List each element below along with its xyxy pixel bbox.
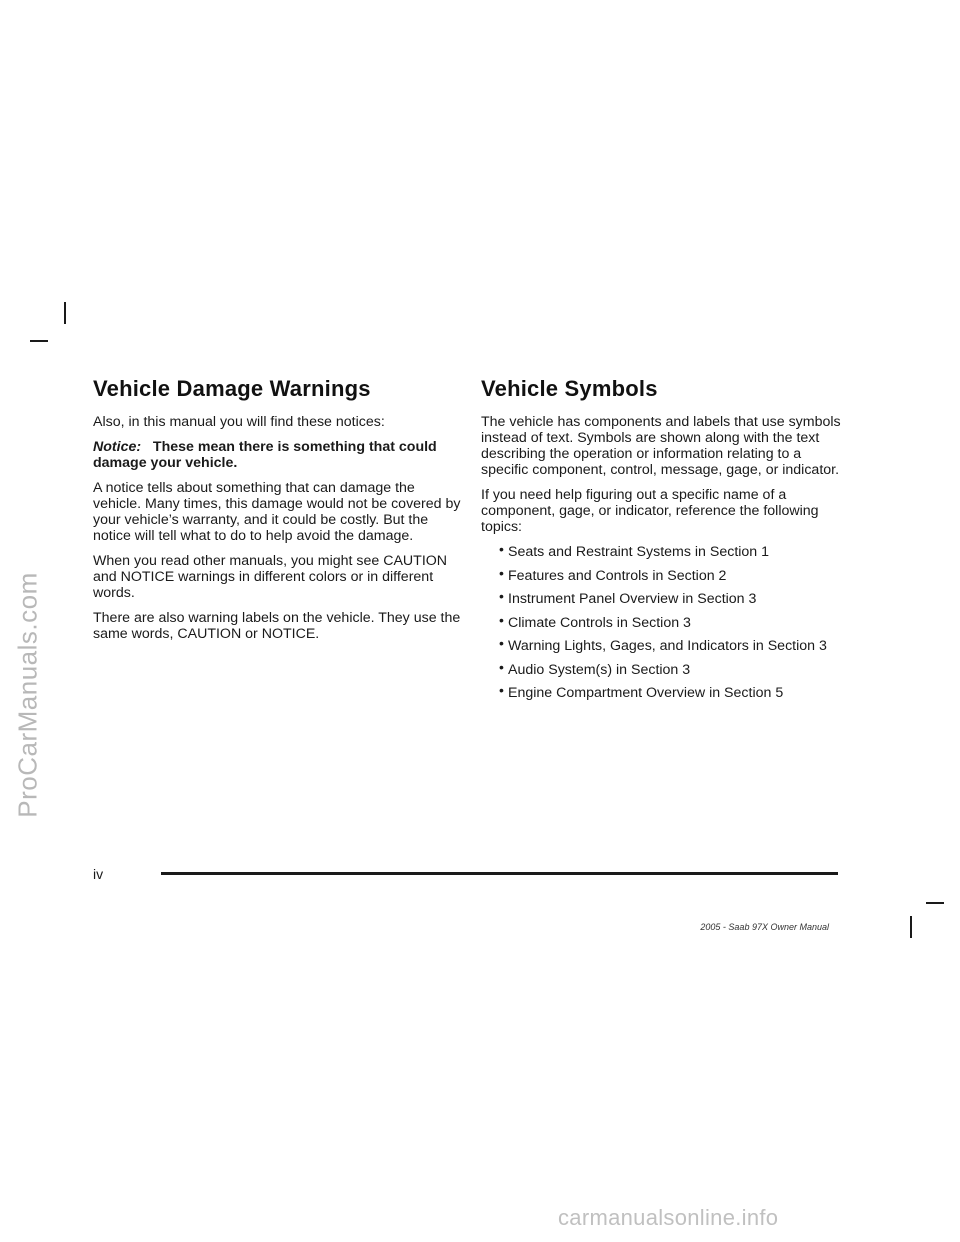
section-heading: Vehicle Damage Warnings	[93, 376, 371, 401]
list-item-text: Climate Controls in Section 3	[508, 614, 691, 631]
list-item	[499, 588, 851, 607]
vehicle-symbols-section	[481, 376, 851, 709]
list-item	[499, 658, 851, 678]
list-item	[499, 682, 851, 701]
side-watermark-text: ProCarManuals.com	[12, 572, 43, 818]
list-item	[499, 564, 851, 584]
crop-mark-horizontal-bottom	[926, 902, 944, 904]
list-item	[499, 611, 851, 631]
list-item-text: Instrument Panel Overview in Section 3	[508, 591, 757, 607]
bullet-icon: •	[499, 564, 504, 581]
list-item-text: Features and Controls in Section 2	[508, 567, 727, 584]
body-paragraph: If you need help figuring out a specific name of a component, gage, or indicator, reference the following topics:	[481, 487, 819, 535]
crop-mark-vertical-bottom	[910, 916, 912, 938]
topic-list	[481, 541, 851, 701]
bullet-icon: •	[499, 635, 504, 651]
list-item-text: Audio System(s) in Section 3	[508, 661, 691, 678]
bullet-icon: •	[499, 682, 504, 698]
bullet-icon: •	[499, 541, 504, 557]
notice-paragraph	[93, 439, 463, 471]
notice-label: Notice:	[93, 439, 142, 455]
manual-title: 2005 - Saab 97X Owner Manual	[700, 922, 829, 932]
body-paragraph: The vehicle has components and labels that use symbols instead of text. Symbols are shown along with the text describing the operation or information relating to a specific component, control, message, gage, or indicator.	[481, 414, 841, 478]
bullet-icon: •	[499, 658, 504, 675]
crop-mark-horizontal-top	[30, 340, 48, 342]
list-item	[499, 541, 851, 560]
body-paragraph: When you read other manuals, you might see CAUTION and NOTICE warnings in different colors or in different words.	[93, 553, 448, 601]
body-paragraph: There are also warning labels on the vehicle. They use the same words, CAUTION or NOTICE.	[93, 610, 461, 642]
vehicle-damage-warnings-section	[93, 376, 463, 651]
section-heading: Vehicle Symbols	[481, 376, 658, 401]
list-item-text: Engine Compartment Overview in Section 5	[508, 685, 784, 701]
intro-paragraph: Also, in this manual you will find these notices:	[93, 414, 385, 430]
footer-rule	[161, 872, 838, 875]
page-number: iv	[93, 866, 104, 882]
side-watermark	[8, 510, 48, 880]
bullet-icon: •	[499, 588, 504, 604]
list-item-text: Warning Lights, Gages, and Indicators in Section 3	[508, 638, 827, 654]
body-paragraph: A notice tells about something that can damage the vehicle. Many times, this damage would not be covered by your vehicle’s warranty, and it could be costly. But the notice will tell what to do to help avoid the damage.	[93, 480, 461, 544]
crop-mark-vertical-top	[64, 302, 66, 324]
site-watermark: carmanualsonline.info	[558, 1205, 779, 1230]
list-item	[499, 635, 851, 654]
bullet-icon: •	[499, 611, 504, 628]
list-item-text: Seats and Restraint Systems in Section 1	[508, 544, 770, 560]
notice-text: These mean there is something that could damage your vehicle.	[93, 439, 437, 471]
